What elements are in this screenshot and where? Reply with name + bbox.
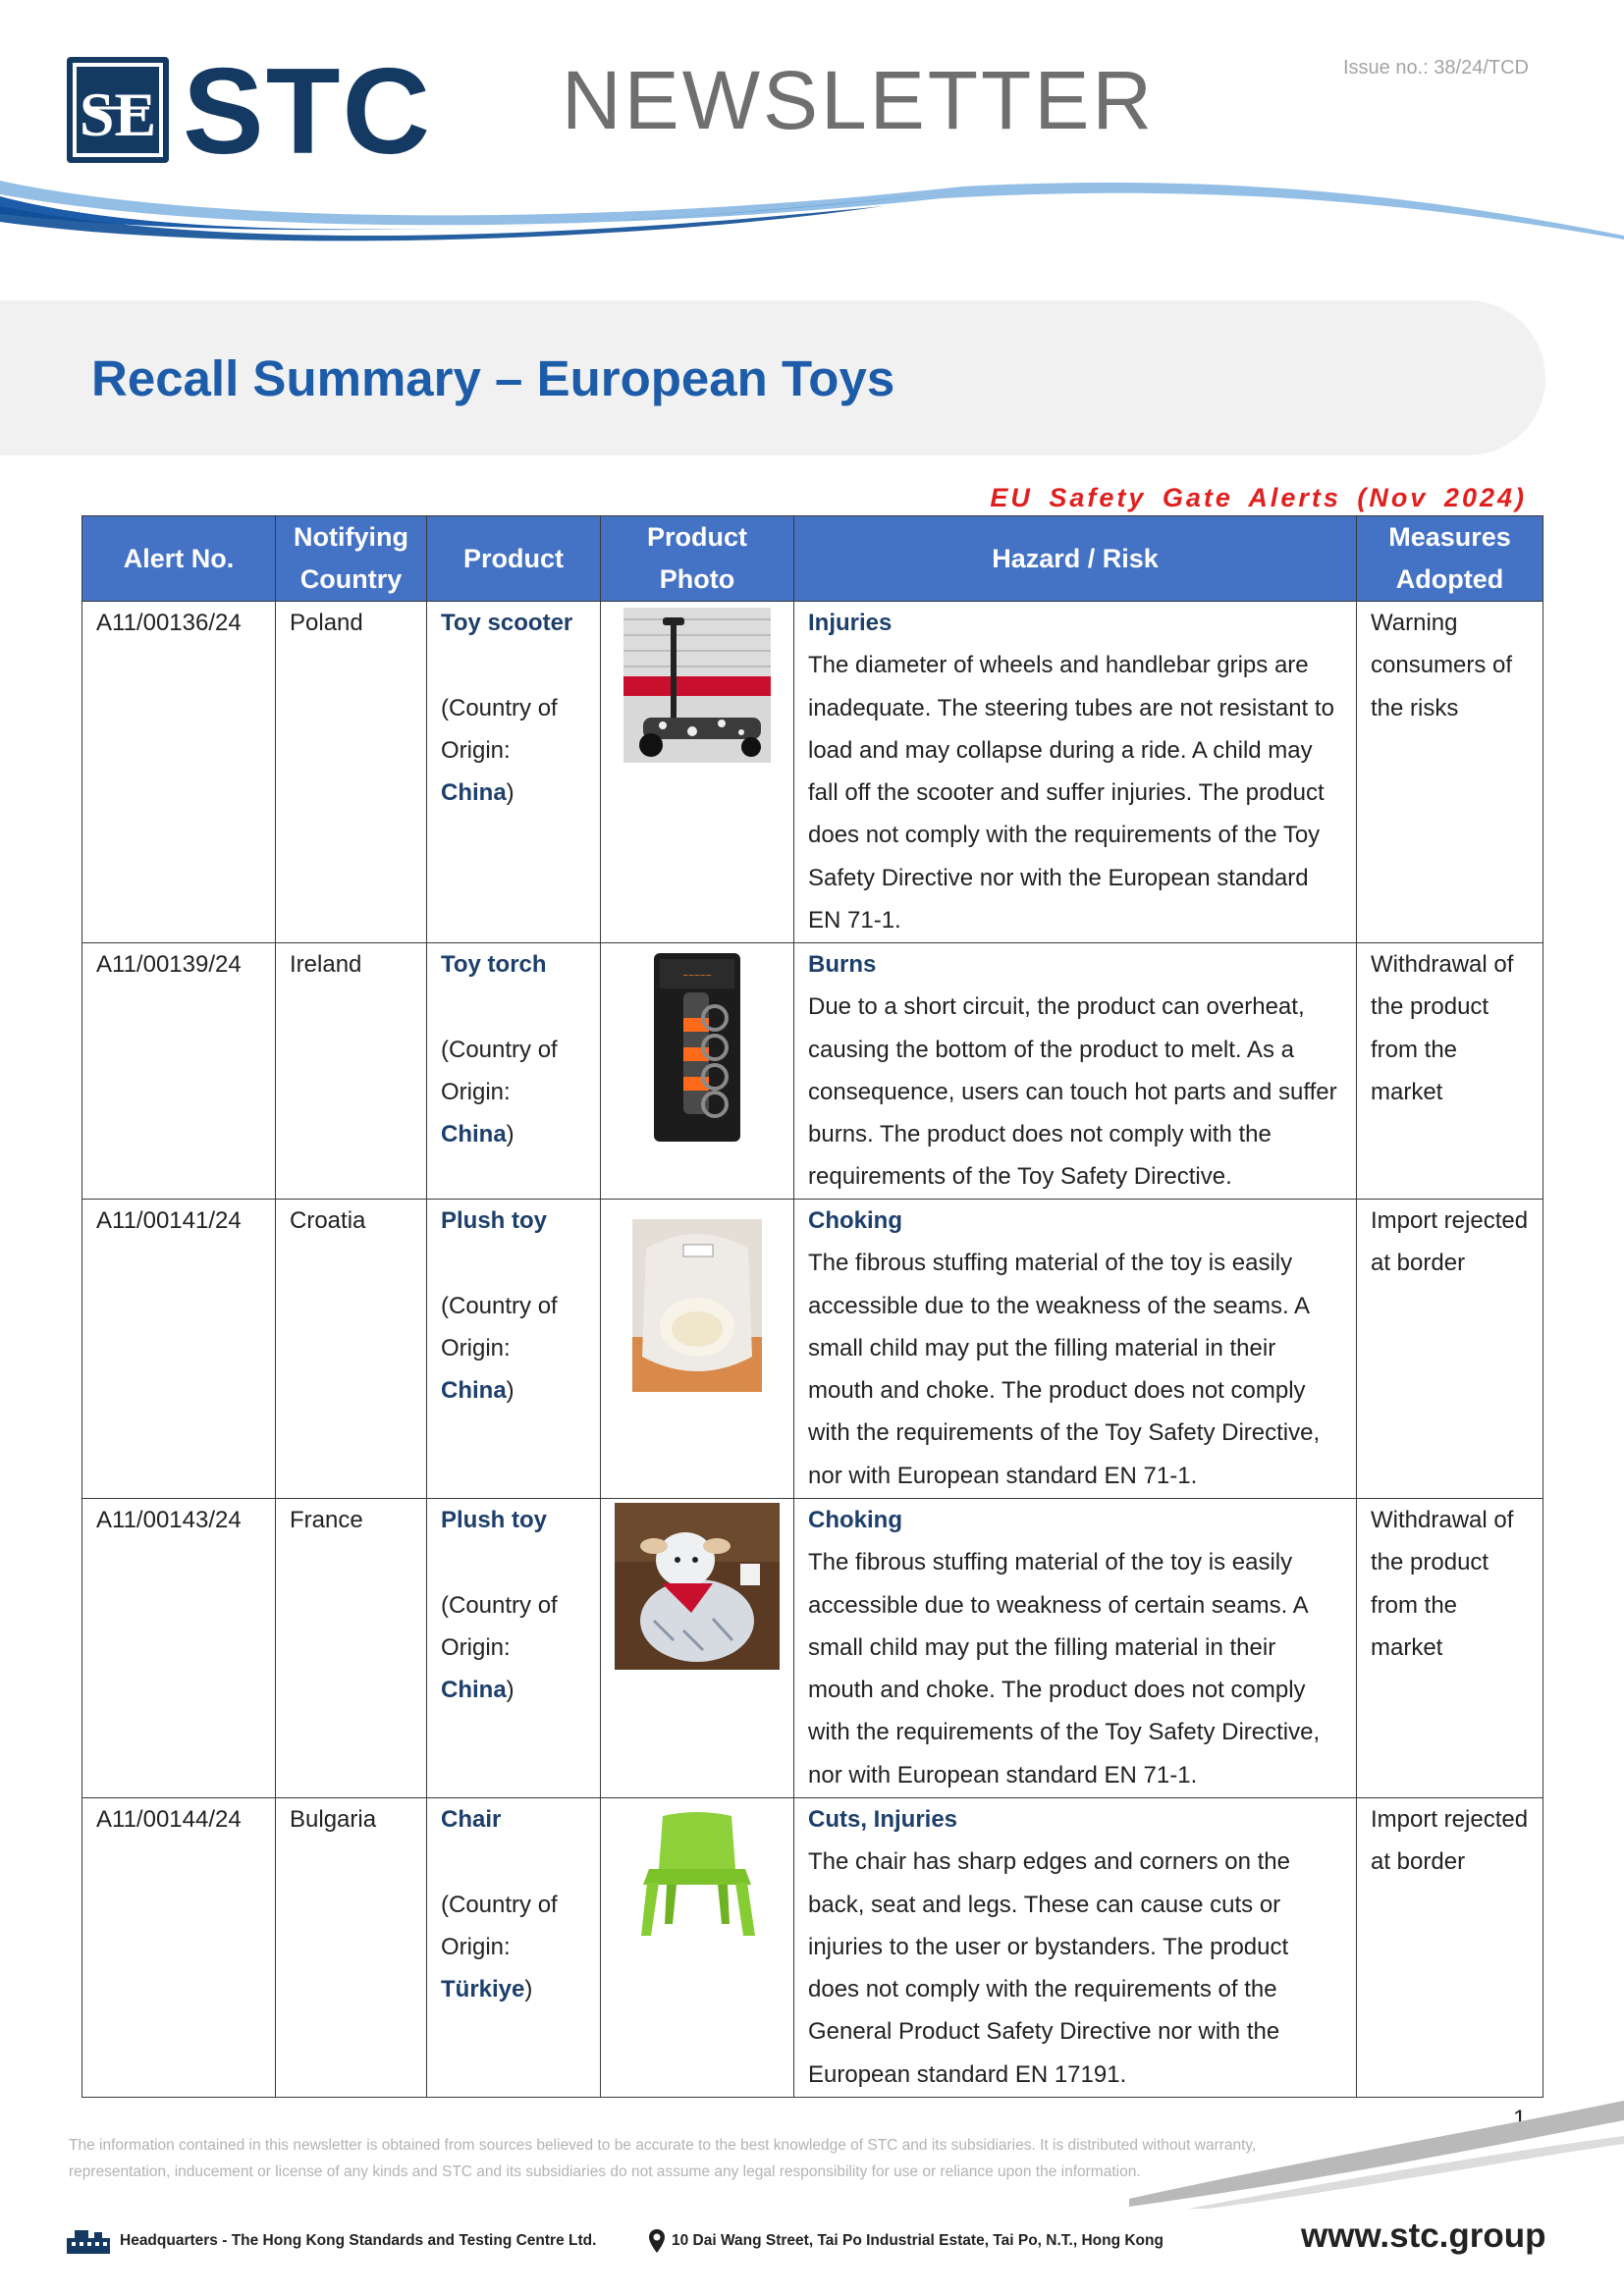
product-photo-cell <box>601 1200 794 1499</box>
notifying-country: Poland <box>276 602 427 943</box>
origin-country: China <box>441 1377 507 1405</box>
notifying-country: Ireland <box>276 943 427 1200</box>
hazard-cell <box>794 1499 1357 1798</box>
table-header-row <box>82 516 1543 602</box>
table-row <box>82 1798 1543 2098</box>
measures-adopted: Withdrawal of the product from the market <box>1357 943 1543 1200</box>
recall-table <box>81 515 1543 2098</box>
hazard-type: Choking <box>808 1507 902 1533</box>
product-cell: Toy torch (Country of Origin: China) <box>427 943 601 1200</box>
product-name: Plush toy <box>441 1207 548 1234</box>
hazard-type: Cuts, Injuries <box>808 1806 958 1833</box>
newsletter-heading: NEWSLETTER <box>562 54 1156 146</box>
page-title: Recall Summary – European Toys <box>91 350 895 406</box>
hazard-type: Burns <box>808 951 877 978</box>
table-row <box>82 1499 1543 1798</box>
website-link[interactable]: www.stc.group <box>1301 2216 1546 2255</box>
product-name: Plush toy <box>441 1507 548 1533</box>
origin-country: Türkiye <box>441 1976 525 2003</box>
product-name: Chair <box>441 1806 502 1833</box>
origin-label: (Country of Origin: <box>441 1036 558 1105</box>
plush-sheep-photo <box>615 1503 780 1670</box>
stc-emblem-icon <box>67 57 169 163</box>
header-hazard-risk: Hazard / Risk <box>794 516 1357 602</box>
notifying-country: Bulgaria <box>276 1798 427 2098</box>
footer-swoosh <box>1129 2101 1624 2209</box>
product-cell: Chair (Country of Origin: Türkiye) <box>427 1798 601 2098</box>
product-name: Toy torch <box>441 951 547 978</box>
issue-number: Issue no.: 38/24/TCD <box>1343 57 1529 79</box>
headquarters <box>65 2226 596 2256</box>
header-product-photo: Product Photo <box>601 516 794 602</box>
header-measures-adopted: Measures Adopted <box>1357 516 1543 602</box>
alert-number: A11/00144/24 <box>82 1798 276 2098</box>
address-text: 10 Dai Wang Street, Tai Po Industrial Estate, Tai Po, N.T., Hong Kong <box>672 2232 1164 2249</box>
header-product: Product <box>427 516 601 602</box>
hazard-cell <box>794 602 1357 943</box>
alert-number: A11/00136/24 <box>82 602 276 943</box>
headquarters-text: Headquarters - The Hong Kong Standards and Testing Centre Ltd. <box>120 2232 597 2249</box>
alert-number: A11/00141/24 <box>82 1200 276 1499</box>
svg-text:~~~~~: ~~~~~ <box>682 971 712 982</box>
toy-scooter-photo <box>623 608 771 763</box>
hazard-cell <box>794 1200 1357 1499</box>
hazard-cell <box>794 1798 1357 2098</box>
building-icon <box>65 2228 112 2254</box>
disclaimer: The information contained in this newsletter is obtained from sources believed to be accurate to the best knowledge of STC and its subsidiaries. It is distributed without warranty, representation, inducement or license of any kinds and STC and its subsidiaries do not assume any legal responsibility for use or reliance upon the information. <box>69 2137 1257 2180</box>
risk-description: The diameter of wheels and handlebar grips are inadequate. The steering tubes are not resistant to load and may collapse during a ride. A child may fall off the scooter and suffer injuries. The product does not comply with the requirements of the Toy Safety Directive nor with the European standard EN 71-1. <box>808 652 1334 934</box>
risk-description: The fibrous stuffing material of the toy is easily accessible due to weakness of certain seams. A small child may put the filling material in their mouth and choke. The product does not comply with the requirements of the Toy Safety Directive, nor with European standard EN 71-1. <box>808 1549 1321 1789</box>
risk-description: Due to a short circuit, the product can overheat, causing the bottom of the product to melt. As a consequence, users can touch hot parts and suffer burns. The product does not comply with the requirements of the Toy Safety Directive. <box>808 993 1337 1191</box>
product-name: Toy scooter <box>441 610 573 636</box>
origin-label: (Country of Origin: <box>441 694 558 764</box>
product-photo-cell <box>601 943 794 1200</box>
hazard-cell <box>794 943 1357 1200</box>
product-photo-cell <box>601 1798 794 2098</box>
notifying-country: Croatia <box>276 1200 427 1499</box>
alert-number: A11/00143/24 <box>82 1499 276 1798</box>
location-pin-icon <box>648 2228 666 2254</box>
alert-number: A11/00139/24 <box>82 943 276 1200</box>
product-cell: Toy scooter (Country of Origin: China) <box>427 602 601 943</box>
measures-adopted: Warning consumers of the risks <box>1357 602 1543 943</box>
header-alert-no: Alert No. <box>82 516 276 602</box>
product-cell: Plush toy (Country of Origin: China) <box>427 1200 601 1499</box>
plush-toy-photo <box>632 1219 762 1392</box>
table-row <box>82 943 1543 1200</box>
table-row <box>82 602 1543 943</box>
table-row <box>82 1200 1543 1499</box>
hazard-type: Injuries <box>808 610 893 636</box>
product-cell: Plush toy (Country of Origin: China) <box>427 1499 601 1798</box>
address <box>648 2226 1164 2256</box>
origin-label: (Country of Origin: <box>441 1292 558 1362</box>
header-notifying-country: Notifying Country <box>276 516 427 602</box>
header-swoosh <box>0 177 1624 275</box>
measures-adopted: Withdrawal of the product from the market <box>1357 1499 1543 1798</box>
risk-description: The chair has sharp edges and corners on the back, seat and legs. These can cause cuts or injuries to the user or bystanders. The product does not comply with the requirements of the General Product Safety Directive nor with the European standard EN 17191. <box>808 1848 1290 2088</box>
stc-logo <box>67 44 460 180</box>
product-photo-cell <box>601 1499 794 1798</box>
chair-photo <box>633 1808 761 1942</box>
origin-label: (Country of Origin: <box>441 1891 558 1960</box>
origin-label: (Country of Origin: <box>441 1591 558 1661</box>
measures-adopted: Import rejected at border <box>1357 1200 1543 1499</box>
hazard-type: Choking <box>808 1207 902 1234</box>
risk-description: The fibrous stuffing material of the toy is easily accessible due to the weakness of the seams. A small child may put the filling material in their mouth and choke. The product does not comply with the requirements of the Toy Safety Directive, nor with European standard EN 71-1. <box>808 1250 1321 1489</box>
origin-country: China <box>441 779 507 807</box>
origin-country: China <box>441 1677 507 1704</box>
page-number: 1 <box>1513 2106 1527 2132</box>
alerts-subtitle: EU Safety Gate Alerts (Nov 2024) <box>990 483 1527 512</box>
notifying-country: France <box>276 1499 427 1798</box>
product-photo-cell <box>601 602 794 943</box>
brand-name: STC <box>183 44 432 180</box>
origin-country: China <box>441 1121 507 1148</box>
svg-text:SE: SE <box>79 80 157 149</box>
toy-torch-photo <box>650 949 744 1146</box>
measures-adopted: Import rejected at border <box>1357 1798 1543 2098</box>
